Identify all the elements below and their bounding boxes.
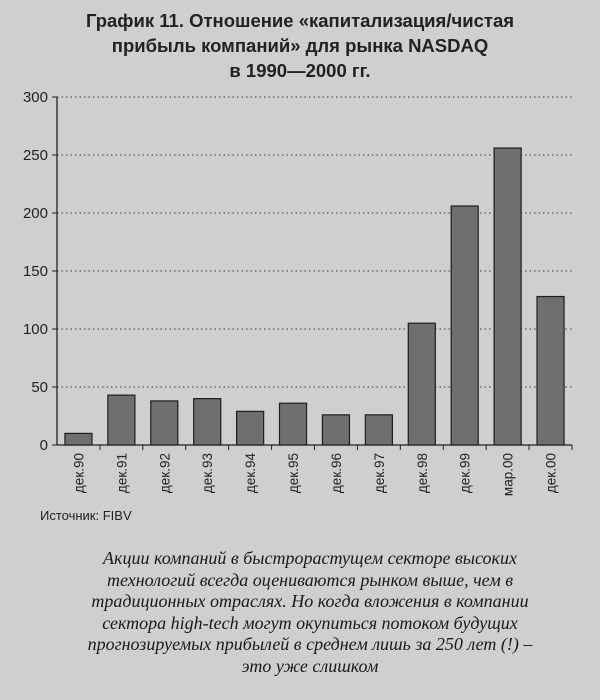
bar <box>494 148 521 445</box>
y-tick-label: 100 <box>22 321 48 338</box>
bar <box>451 206 478 445</box>
caption-line: Акции компаний в быстрорастущем секторе высоких <box>103 548 517 568</box>
chart-title-line: в 1990—2000 гг. <box>229 60 371 81</box>
chart-title-line: прибыль компаний» для рынка NASDAQ <box>111 35 489 56</box>
y-tick-label: 300 <box>22 89 48 106</box>
bar <box>108 395 135 445</box>
caption-line: сектора high-tech могут окупиться потоком будущих <box>102 612 518 633</box>
bar <box>280 403 307 445</box>
y-tick-label: 150 <box>22 263 48 280</box>
chart-title-line: График 11. Отношение «капитализация/чистая <box>85 10 515 31</box>
bar <box>237 411 264 445</box>
x-tick-label: дек.92 <box>157 453 173 494</box>
bar <box>322 415 349 445</box>
bar <box>365 415 392 445</box>
y-tick-label: 200 <box>22 205 48 222</box>
x-tick-label: дек.98 <box>414 453 430 494</box>
x-tick-label: дек.99 <box>457 453 473 494</box>
x-tick-label: дек.91 <box>114 453 130 494</box>
x-tick-label: дек.94 <box>243 453 259 494</box>
caption <box>30 548 590 677</box>
x-tick-label: мар.00 <box>500 453 516 497</box>
y-tick-label: 0 <box>39 437 48 454</box>
caption-line: это уже слишком <box>241 655 379 676</box>
caption-line: традиционных отраслях. Но когда вложения в компании <box>91 591 529 611</box>
caption-line: технологий всегда оцениваются рынком выше, чем в <box>106 569 514 590</box>
x-tick-label: дек.90 <box>71 453 87 494</box>
x-tick-label: дек.95 <box>286 453 302 494</box>
x-tick-label: дек.96 <box>328 453 344 494</box>
y-tick-label: 50 <box>31 379 48 396</box>
x-tick-label: дек.93 <box>200 453 216 494</box>
y-tick-label: 250 <box>22 147 48 164</box>
bar <box>65 433 92 445</box>
source-note: Источник: FIBV <box>40 508 132 523</box>
caption-line: прогнозируемых прибылей в среднем лишь за 250 лет (!) – <box>87 634 533 654</box>
bar <box>537 297 564 445</box>
bar <box>194 399 221 445</box>
x-tick-label: дек.97 <box>371 453 387 494</box>
bar <box>408 323 435 445</box>
x-tick-label: дек.00 <box>543 453 559 494</box>
bar <box>151 401 178 445</box>
